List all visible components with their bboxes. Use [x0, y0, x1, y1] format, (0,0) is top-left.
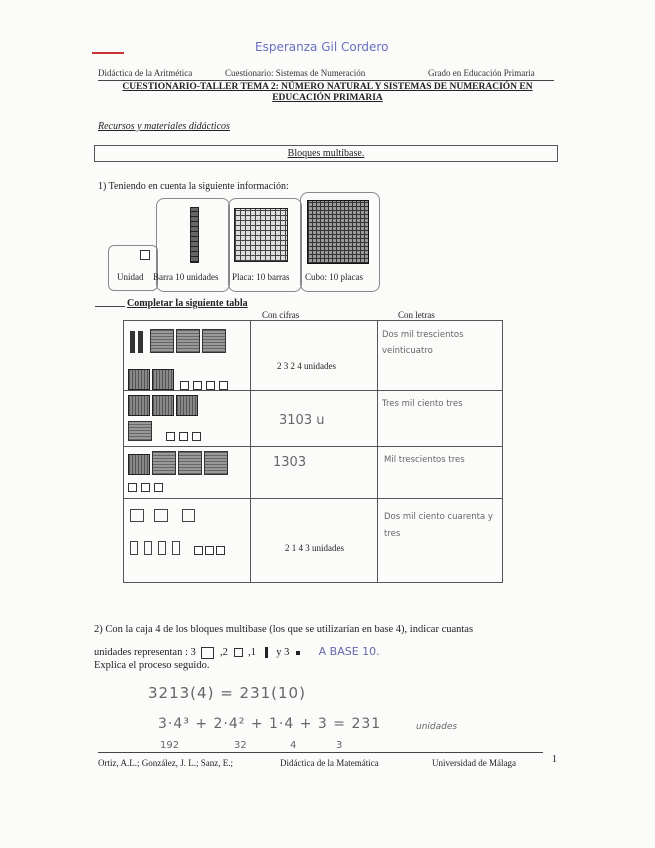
bar-block-icon	[190, 207, 199, 263]
blocks-cell	[124, 499, 251, 583]
cifras-cell[interactable]	[251, 447, 378, 499]
unit-frame	[108, 245, 158, 291]
answer-tag: A BASE 10.	[318, 645, 380, 658]
section-title: Recursos y materiales didácticos	[98, 121, 230, 132]
q2-count-2: ,2	[220, 647, 228, 658]
cube-outline-icon	[201, 647, 214, 659]
letras-cell[interactable]	[378, 391, 503, 447]
header-left: Didáctica de la Aritmética	[98, 68, 193, 78]
letras-cell[interactable]	[378, 499, 503, 583]
label-barra: Barra 10 unidades	[153, 272, 219, 282]
cifras-cell[interactable]	[251, 321, 378, 391]
plate-outline-icon	[234, 648, 243, 657]
label-placa: Placa: 10 barras	[232, 272, 290, 282]
table-row	[124, 321, 503, 391]
q2-count-3: y 3	[276, 647, 290, 658]
table-row	[124, 447, 503, 499]
blocks-cell	[124, 391, 251, 447]
page-number: 1	[552, 754, 557, 765]
plate-block-icon	[234, 208, 288, 262]
cifras-value: 2 1 4 3 unidades	[285, 543, 344, 553]
table-instruction: Completar la siguiente tabla	[127, 298, 248, 309]
q2-units-text: unidades representan : 3	[94, 647, 196, 658]
table-row	[124, 391, 503, 447]
footer-university: Universidad de Málaga	[432, 758, 516, 768]
letras-cell[interactable]	[378, 321, 503, 391]
sub-0: 192	[160, 740, 180, 751]
letras-value: Dos mil trescientos veinticuatro	[382, 330, 464, 356]
hw-line1: 3213(4) = 231(10)	[148, 684, 306, 702]
q2-explain: Explica el proceso seguido.	[94, 660, 210, 671]
cifras-cell[interactable]	[251, 391, 378, 447]
sub-2: 4	[290, 740, 297, 751]
col-cifras: Con cifras	[262, 310, 300, 320]
unit-dot-icon	[296, 651, 300, 655]
blocks-cell	[124, 321, 251, 391]
label-unidad: Unidad	[117, 272, 144, 282]
q1-prompt: 1) Teniendo en cuenta la siguiente información:	[98, 181, 289, 192]
hw-line2: 3·4³ + 2·4² + 1·4 + 3 = 231	[158, 716, 382, 732]
unit-block-icon	[140, 250, 150, 260]
table-row	[124, 499, 503, 583]
handwritten-name: Esperanza Gil Cordero	[255, 40, 389, 54]
col-letras: Con letras	[398, 310, 435, 320]
box-title-frame	[94, 145, 558, 162]
q2-text-b	[94, 645, 380, 659]
letras-cell[interactable]	[378, 447, 503, 499]
letras-value: Mil trescientos tres	[384, 455, 465, 465]
cifras-value: 3103 u	[279, 413, 325, 428]
red-mark	[92, 52, 124, 54]
main-title: CUESTIONARIO-TALLER TEMA 2: NÚMERO NATURAL Y SISTEMAS DE NUMERACIÓN EN EDUCACIÓN PRIMARIA	[122, 82, 533, 103]
blocks-cell	[124, 447, 251, 499]
q2-count-1: ,1	[248, 647, 257, 658]
cifras-value: 2 3 2 4 unidades	[277, 361, 336, 371]
letras-value: Dos mil ciento cuarenta y tres	[384, 512, 493, 539]
sub-3: 3	[336, 740, 343, 751]
footer-course: Didáctica de la Matemática	[280, 758, 379, 768]
cifras-value: 1303	[273, 455, 307, 470]
blocks-table	[123, 320, 503, 583]
footer-authors: Ortiz, A.L.; González, J. L.; Sanz, E.;	[98, 758, 233, 768]
label-cubo: Cubo: 10 placas	[305, 272, 363, 282]
sub-1: 32	[234, 740, 247, 751]
q2-text-a: 2) Con la caja 4 de los bloques multibase (los que se utilizarían en base 4), indicar cuantas	[94, 624, 474, 635]
header-center: Cuestionario: Sistemas de Numeración	[225, 68, 366, 78]
bar-outline-icon	[265, 647, 268, 658]
header-right: Grado en Educación Primaria	[428, 68, 535, 78]
letras-value: Tres mil ciento tres	[382, 399, 463, 409]
cube-block-icon	[307, 200, 369, 264]
hw-line2-tail: unidades	[416, 722, 458, 732]
cifras-cell[interactable]	[251, 499, 378, 583]
box-title: Bloques multibase.	[287, 148, 365, 159]
